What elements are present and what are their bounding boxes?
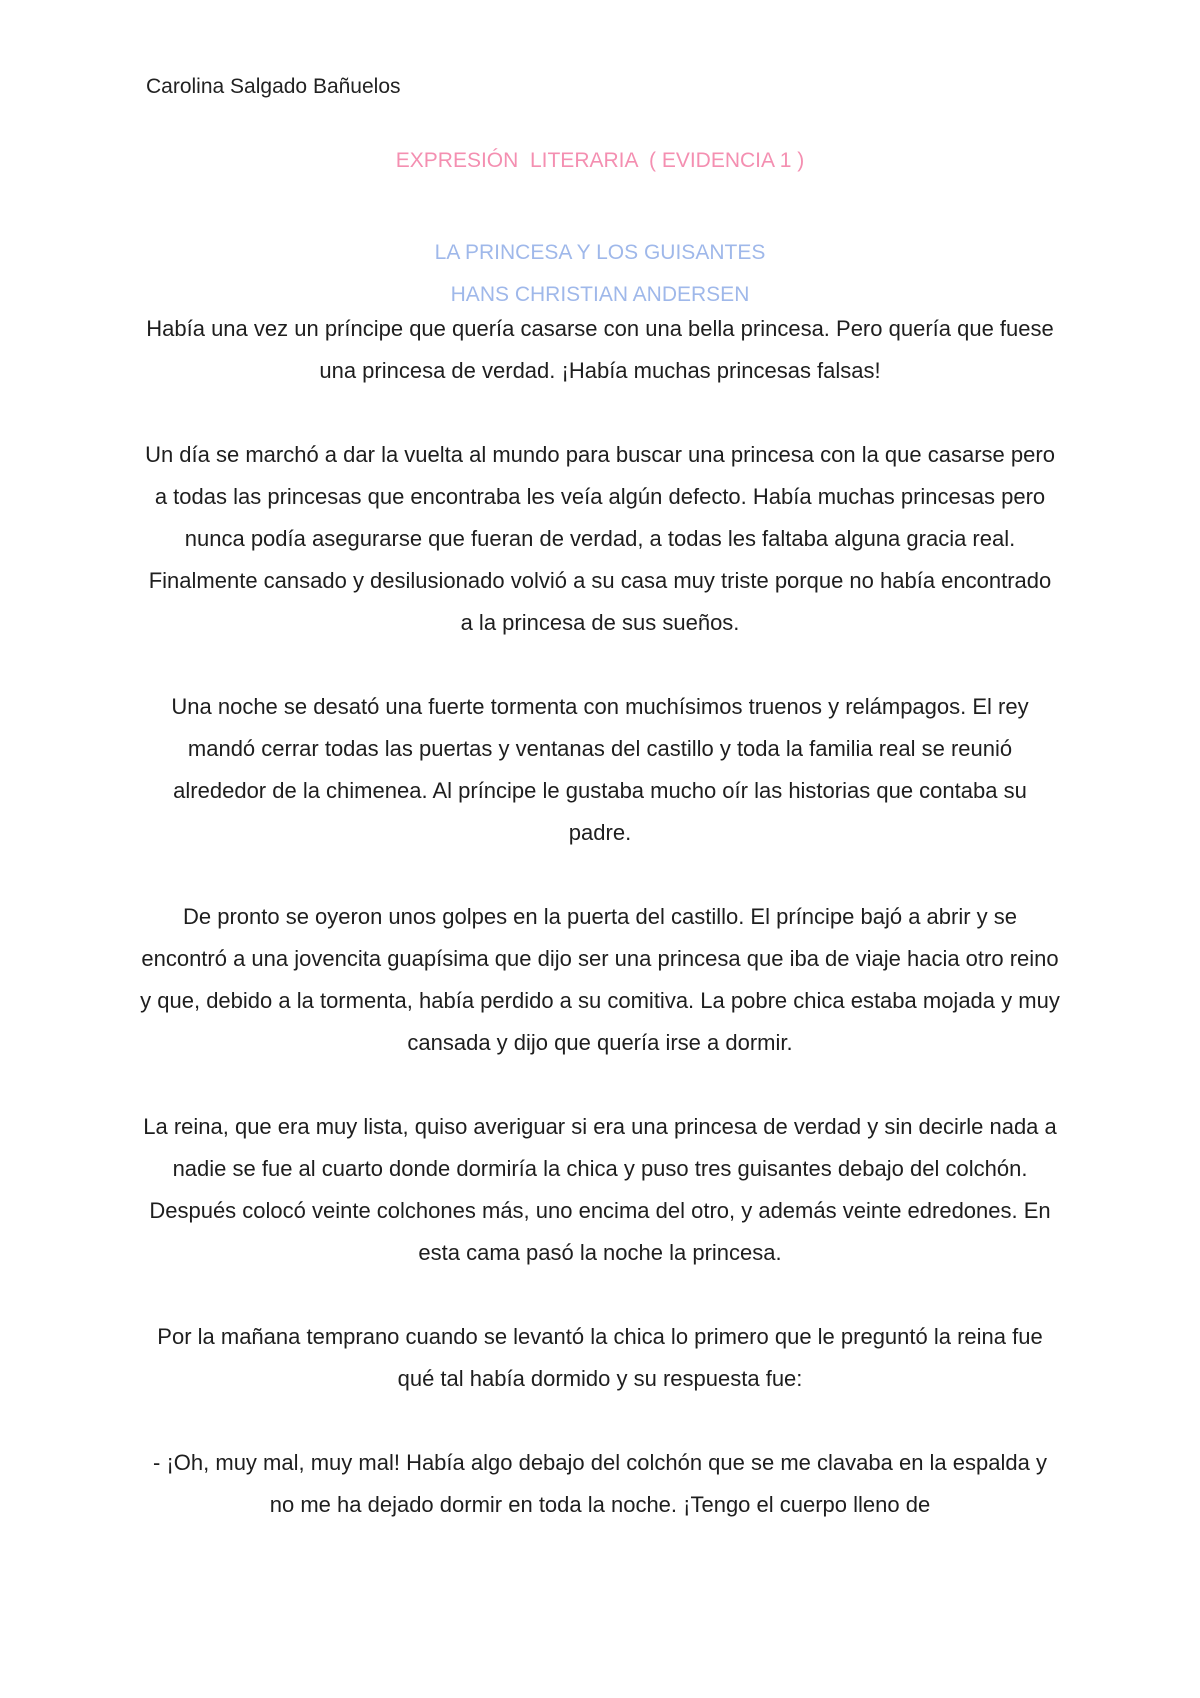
document-title: EXPRESIÓN LITERARIA ( EVIDENCIA 1 ) [395, 149, 805, 172]
paragraph: Por la mañana temprano cuando se levantó la chica lo primero que le preguntó la reina fue qué tal había dormido y su respuesta fue: [157, 1324, 1043, 1391]
paragraph: - ¡Oh, muy mal, muy mal! Había algo debajo del colchón que se me clavaba en la espalda y no me ha dejado dormir en toda la noche. ¡Tengo el cuerpo lleno de [153, 1450, 1047, 1517]
story-body [140, 308, 1060, 1526]
paragraph: Finalmente cansado y desilusionado volvió a su casa muy triste porque no había encontrado a la princesa de sus sueños. [148, 568, 1052, 635]
author-name: Carolina Salgado Bañuelos [146, 75, 401, 98]
story-heading [0, 232, 1200, 316]
paragraph: La reina, que era muy lista, quiso averiguar si era una princesa de verdad y sin decirle nada a nadie se fue al cuarto donde dormiría la chica y puso tres guisantes debajo del colchón. Después colocó veinte colchones más, uno encima del otro, y además veinte edredones. En esta cama pasó la noche la princesa. [143, 1114, 1057, 1265]
paragraph: Había una vez un príncipe que quería casarse con una bella princesa. Pero quería que fuese una princesa de verdad. ¡Había muchas princesas falsas! [146, 316, 1054, 383]
paragraph: Una noche se desató una fuerte tormenta con muchísimos truenos y relámpagos. El rey mandó cerrar todas las puertas y ventanas del castillo y toda la familia real se reunió alrededor de la chimenea. Al príncipe le gustaba mucho oír las historias que contaba su padre. [171, 694, 1029, 845]
paragraph: Un día se marchó a dar la vuelta al mundo para buscar una princesa con la que casarse pero a todas las princesas que encontraba les veía algún defecto. Había muchas princesas pero nunca podía asegurarse que fueran de verdad, a todas les faltaba alguna gracia real. [145, 442, 1055, 551]
story-author: HANS CHRISTIAN ANDERSEN [450, 283, 750, 306]
story-title: LA PRINCESA Y LOS GUISANTES [434, 241, 766, 264]
paragraph: De pronto se oyeron unos golpes en la puerta del castillo. El príncipe bajó a abrir y se encontró a una jovencita guapísima que dijo ser una princesa que iba de viaje hacia otro reino y que, debido a la tormenta, había perdido a su comitiva. La pobre chica estaba mojada y muy cansada y dijo que quería irse a dormir. [140, 904, 1060, 1055]
